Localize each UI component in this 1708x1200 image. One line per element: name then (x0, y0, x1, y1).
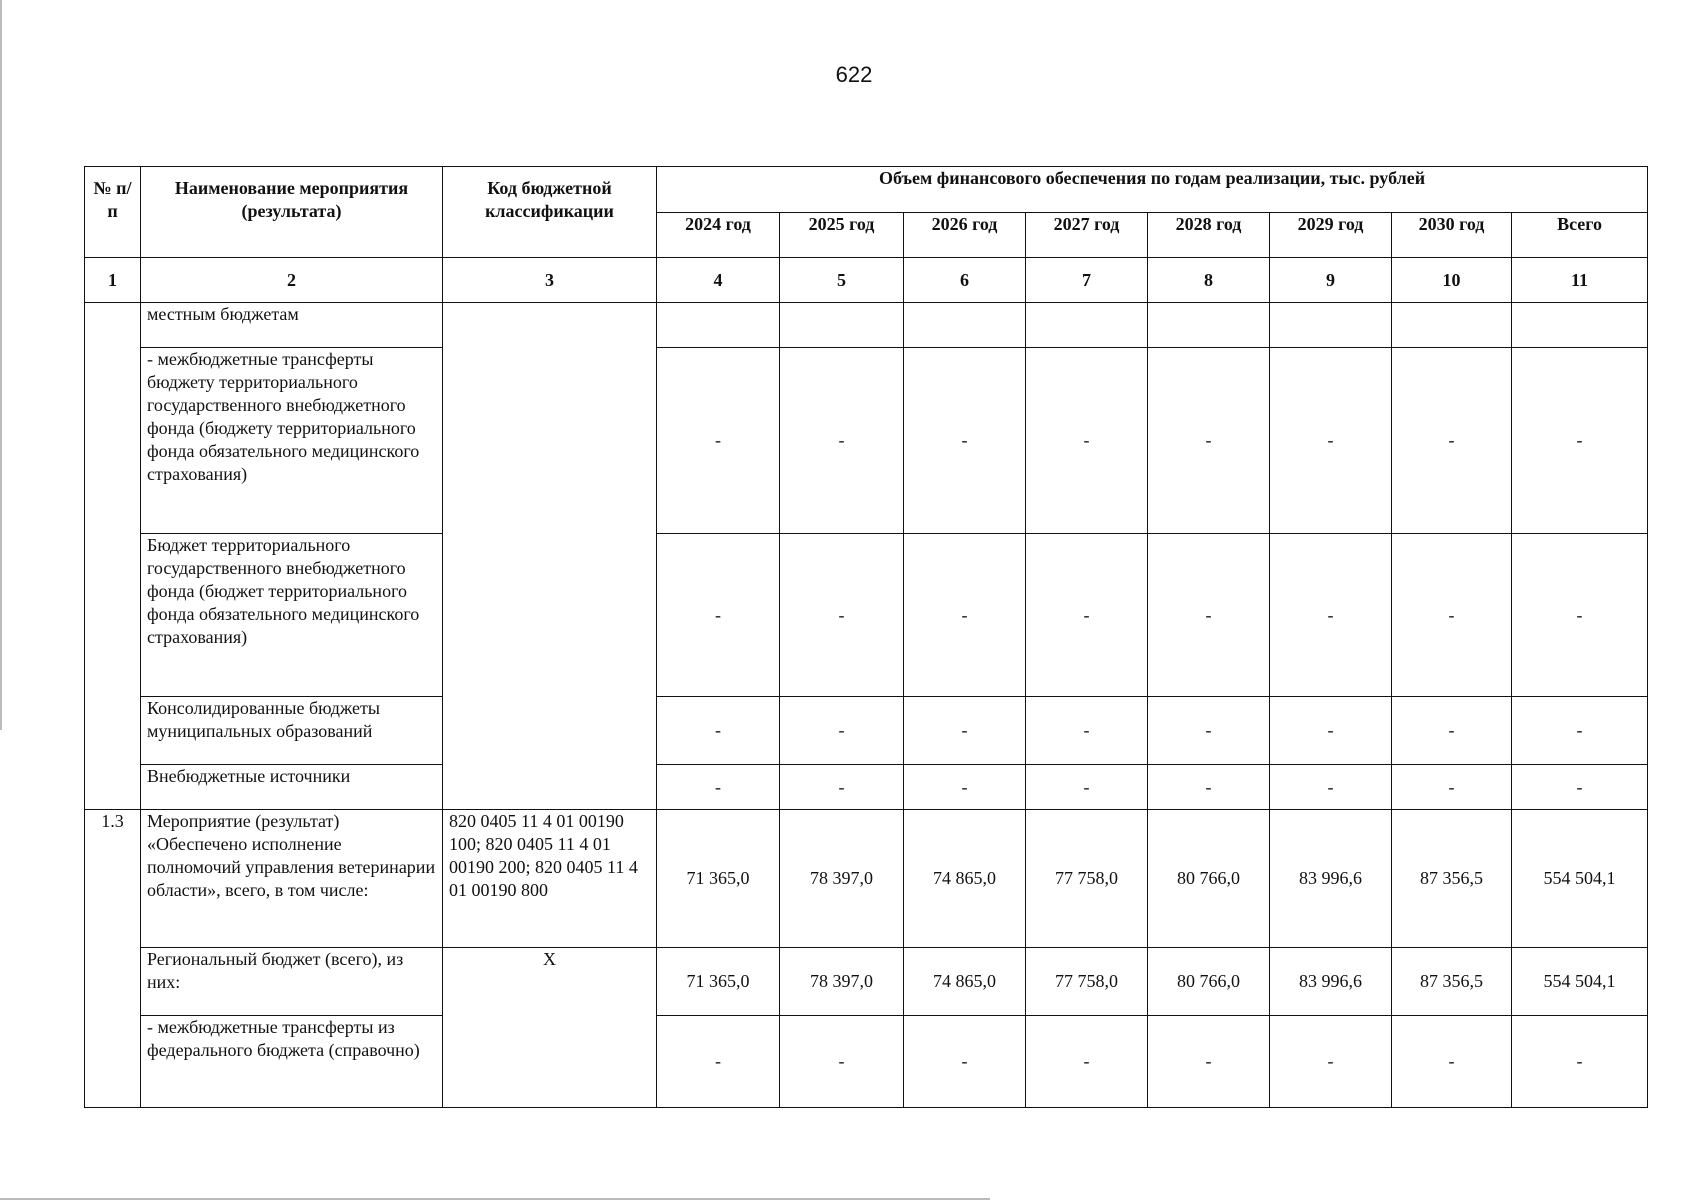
value-cell (1270, 303, 1392, 348)
row-name: Региональный бюджет (всего), из них: (141, 948, 443, 1016)
value-cell: 71 365,0 (657, 810, 780, 948)
row-name: Бюджет территориального государственного внебюджетного фонда (бюджет территориального фонда обязательного медицинского страхования) (141, 534, 443, 697)
value-cell: - (1392, 697, 1512, 765)
column-index: 11 (1512, 258, 1648, 303)
header-year-2026: 2026 год (904, 213, 1026, 258)
column-index: 7 (1026, 258, 1148, 303)
budget-table (84, 166, 1648, 1108)
value-cell: - (780, 1016, 904, 1108)
table-row (85, 348, 1648, 534)
value-cell: 71 365,0 (657, 948, 780, 1016)
column-index: 3 (443, 258, 657, 303)
header-year-2024: 2024 год (657, 213, 780, 258)
column-index: 2 (141, 258, 443, 303)
column-index: 8 (1148, 258, 1270, 303)
table-row (85, 948, 1648, 1016)
column-index-row (85, 258, 1648, 303)
value-cell: - (1512, 348, 1648, 534)
value-cell: 554 504,1 (1512, 810, 1648, 948)
value-cell: 74 865,0 (904, 810, 1026, 948)
value-cell: - (1512, 534, 1648, 697)
value-cell: - (1512, 1016, 1648, 1108)
column-index: 9 (1270, 258, 1392, 303)
row-name: Консолидированные бюджеты муниципальных образований (141, 697, 443, 765)
value-cell: - (904, 534, 1026, 697)
header-year-2027: 2027 год (1026, 213, 1148, 258)
row-number-cell (85, 303, 141, 810)
value-cell: 78 397,0 (780, 948, 904, 1016)
value-cell: - (1392, 765, 1512, 810)
header-row (85, 167, 1648, 213)
value-cell: 78 397,0 (780, 810, 904, 948)
column-index: 4 (657, 258, 780, 303)
value-cell: - (1270, 697, 1392, 765)
table-row (85, 1016, 1648, 1108)
value-cell (1392, 303, 1512, 348)
value-cell: - (1392, 348, 1512, 534)
value-cell: - (1392, 1016, 1512, 1108)
value-cell: 77 758,0 (1026, 948, 1148, 1016)
value-cell: - (1148, 765, 1270, 810)
value-cell: - (904, 1016, 1026, 1108)
value-cell: - (657, 765, 780, 810)
value-cell (780, 303, 904, 348)
value-cell: - (657, 697, 780, 765)
header-total: Всего (1512, 213, 1648, 258)
column-index: 5 (780, 258, 904, 303)
value-cell: - (1512, 765, 1648, 810)
value-cell: 80 766,0 (1148, 810, 1270, 948)
row-name: Мероприятие (результат) «Обеспечено исполнение полномочий управления ветеринарии области», всего, в том числе: (141, 810, 443, 948)
value-cell (1148, 303, 1270, 348)
value-cell: - (1148, 1016, 1270, 1108)
value-cell: - (1392, 534, 1512, 697)
value-cell: 80 766,0 (1148, 948, 1270, 1016)
row-number: 1.3 (85, 810, 141, 1108)
value-cell (1512, 303, 1648, 348)
scan-edge-left (0, 0, 2, 730)
column-index: 1 (85, 258, 141, 303)
table-row (85, 810, 1648, 948)
value-cell: - (1148, 348, 1270, 534)
header-num: № п/п (85, 167, 141, 258)
value-cell: - (657, 534, 780, 697)
value-cell: - (1270, 765, 1392, 810)
header-year-2028: 2028 год (1148, 213, 1270, 258)
table-row (85, 697, 1648, 765)
value-cell: - (1026, 534, 1148, 697)
value-cell: - (1026, 1016, 1148, 1108)
value-cell: - (1270, 348, 1392, 534)
header-year-2030: 2030 год (1392, 213, 1512, 258)
budget-code: 820 0405 11 4 01 00190 100; 820 0405 11 4 01 00190 200; 820 0405 11 4 01 00190 800 (443, 810, 657, 948)
table-row (85, 765, 1648, 810)
value-cell: - (1026, 697, 1148, 765)
value-cell: 554 504,1 (1512, 948, 1648, 1016)
budget-code: X (443, 948, 657, 1108)
header-year-2025: 2025 год (780, 213, 904, 258)
value-cell (1026, 303, 1148, 348)
value-cell: - (780, 697, 904, 765)
value-cell: - (1270, 1016, 1392, 1108)
value-cell: - (657, 1016, 780, 1108)
value-cell: - (1512, 697, 1648, 765)
value-cell: - (1026, 765, 1148, 810)
value-cell: - (1148, 697, 1270, 765)
table-row (85, 303, 1648, 348)
value-cell (657, 303, 780, 348)
table-row (85, 534, 1648, 697)
value-cell: - (1270, 534, 1392, 697)
value-cell: - (780, 765, 904, 810)
header-code: Код бюджетной классификации (443, 167, 657, 258)
value-cell: 83 996,6 (1270, 948, 1392, 1016)
value-cell: - (904, 697, 1026, 765)
value-cell: - (780, 348, 904, 534)
row-name: местным бюджетам (141, 303, 443, 348)
header-finance: Объем финансового обеспечения по годам реализации, тыс. рублей (657, 167, 1648, 213)
row-name: - межбюджетные трансферты бюджету территориального государственного внебюджетного фонда (бюджету территориального фонда обязательного медицинского страхования) (141, 348, 443, 534)
budget-code-cell (443, 303, 657, 810)
header-name: Наименование мероприятия (результата) (141, 167, 443, 258)
value-cell: - (780, 534, 904, 697)
column-index: 10 (1392, 258, 1512, 303)
value-cell: - (904, 348, 1026, 534)
value-cell: 74 865,0 (904, 948, 1026, 1016)
value-cell: 87 356,5 (1392, 810, 1512, 948)
row-name: - межбюджетные трансферты из федерального бюджета (справочно) (141, 1016, 443, 1108)
header-year-2029: 2029 год (1270, 213, 1392, 258)
value-cell: - (904, 765, 1026, 810)
value-cell: 77 758,0 (1026, 810, 1148, 948)
row-name: Внебюджетные источники (141, 765, 443, 810)
value-cell: - (1026, 348, 1148, 534)
column-index: 6 (904, 258, 1026, 303)
value-cell (904, 303, 1026, 348)
value-cell: 83 996,6 (1270, 810, 1392, 948)
value-cell: - (657, 348, 780, 534)
page-number: 622 (835, 62, 873, 87)
value-cell: 87 356,5 (1392, 948, 1512, 1016)
value-cell: - (1148, 534, 1270, 697)
